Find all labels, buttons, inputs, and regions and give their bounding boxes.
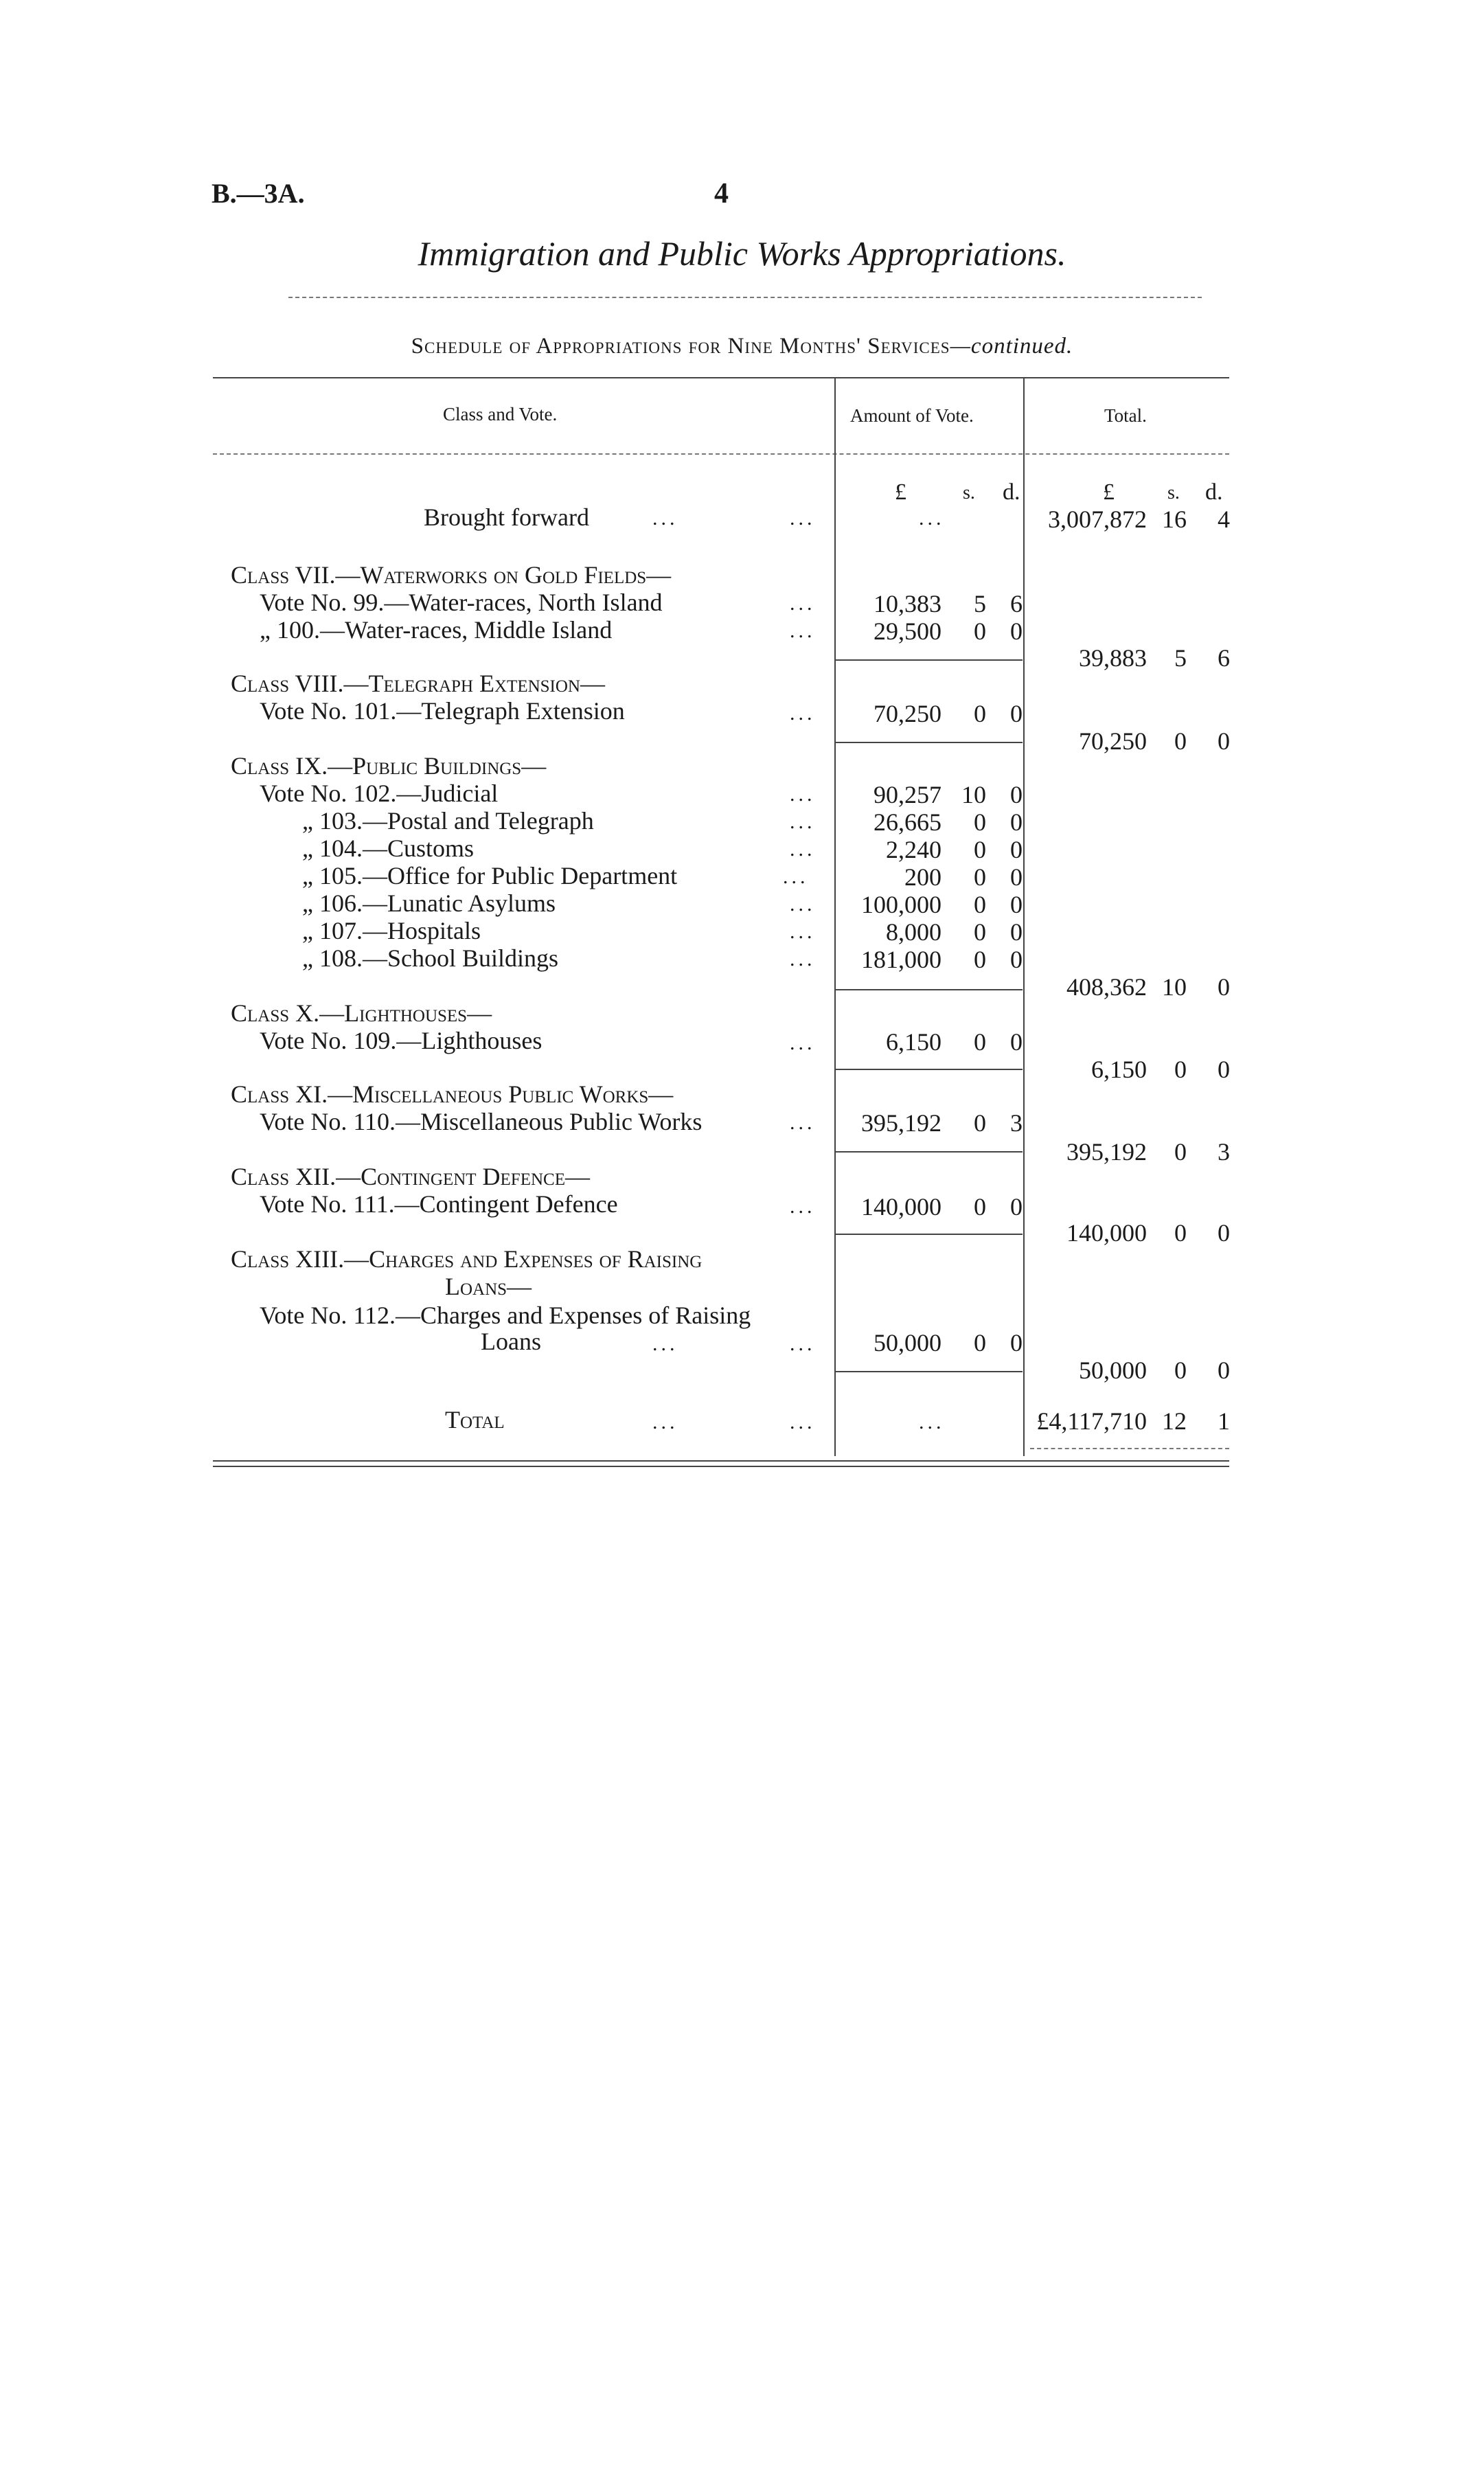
grand-total-underline [1030,1448,1229,1449]
leader-dots: ... [790,1332,816,1355]
vote-amount-shillings: 0 [974,700,986,727]
vote-amount-pounds: 29,500 [874,617,941,645]
table-bottom-rule-double [213,1466,1229,1467]
grand-total-amount: ... [919,1411,945,1433]
vote-amount-pence: 0 [1010,1193,1023,1221]
vote-amount-pence: 0 [1010,1028,1023,1056]
leader-dots: ... [652,1411,678,1433]
vote-amount-shillings: 5 [974,590,986,617]
amount-pence-header: d. [1003,479,1020,505]
leader-dots: ... [652,1332,678,1355]
leader-dots: ... [790,507,816,530]
vote-amount-shillings: 0 [974,863,986,891]
vote-label: Vote No. 101.—Telegraph Extension [260,697,625,725]
title-rule [288,297,1202,298]
vote-amount-shillings: 0 [974,1329,986,1357]
vote-amount-shillings: 0 [974,918,986,946]
vote-amount-shillings: 0 [974,946,986,973]
vote-amount-shillings: 0 [974,808,986,836]
vote-amount-pence: 6 [1010,590,1023,617]
leader-dots: ... [790,592,816,615]
vote-amount-shillings: 0 [974,891,986,918]
page-title: Immigration and Public Works Appropriations. [418,234,1066,273]
class-total-shillings: 0 [1174,1138,1187,1166]
brought-forward-total-pounds: 3,007,872 [1048,506,1147,533]
leader-dots: ... [790,1411,816,1433]
vote-amount-pounds: 70,250 [874,700,941,727]
class-total-pounds: 50,000 [1079,1357,1147,1384]
class-heading: Class IX.—Public Buildings— [231,752,547,780]
class-total-shillings: 5 [1174,644,1187,672]
schedule-heading [0,334,1484,359]
brought-forward-total-shillings: 16 [1162,506,1187,533]
vote-amount-pence: 0 [1010,946,1023,973]
total-pound-header: £ [1103,479,1115,505]
vote-amount-pence: 0 [1010,700,1023,727]
vote-amount-pence: 0 [1010,918,1023,946]
vote-amount-shillings: 0 [974,1109,986,1137]
vote-label: „ 107.—Hospitals [302,917,481,944]
leader-dots: ... [783,865,809,888]
vote-amount-pence: 0 [1010,1329,1023,1357]
column-header-class-vote: Class and Vote. [443,404,558,424]
class-heading-continued: Loans— [445,1273,532,1300]
class-total-pence: 0 [1218,973,1230,1001]
total-shilling-header: s. [1167,482,1180,503]
vote-amount-pounds: 50,000 [874,1329,941,1357]
header-rule [213,453,1229,455]
vote-amount-pounds: 6,150 [886,1028,941,1056]
leader-dots: ... [790,893,816,916]
leader-dots: ... [790,838,816,861]
class-total-shillings: 0 [1174,1056,1187,1083]
subtotal-rule [836,1069,1023,1070]
leader-dots: ... [790,948,816,971]
vote-amount-shillings: 0 [974,836,986,863]
class-total-pounds: 140,000 [1066,1219,1147,1247]
class-total-pence: 0 [1218,1357,1230,1384]
amount-column-right-rule [1023,378,1025,1456]
brought-forward-total-pence: 4 [1218,506,1230,533]
amount-pound-header: £ [895,479,906,505]
leader-dots: ... [790,810,816,833]
vote-label: „ 108.—School Buildings [302,944,559,972]
vote-amount-pence: 0 [1010,836,1023,863]
vote-label: „ 104.—Customs [302,835,475,862]
class-heading: Class VII.—Waterworks on Gold Fields— [231,561,672,589]
table-bottom-rule [213,1460,1229,1462]
class-total-pence: 0 [1218,727,1230,755]
leader-dots: ... [652,507,678,530]
subtotal-rule [836,1151,1023,1153]
vote-label: Vote No. 102.—Judicial [260,780,499,807]
vote-amount-pounds: 8,000 [886,918,941,946]
class-total-pounds: 70,250 [1079,727,1147,755]
vote-amount-pence: 0 [1010,808,1023,836]
class-total-shillings: 0 [1174,1357,1187,1384]
vote-label: Vote No. 110.—Miscellaneous Public Works [260,1108,703,1135]
schedule-heading-main: Schedule of Appropriations for Nine Months' Services [411,334,950,359]
vote-amount-shillings: 0 [974,1028,986,1056]
class-heading: Class XI.—Miscellaneous Public Works— [231,1080,674,1108]
vote-amount-pounds: 100,000 [861,891,941,918]
class-total-pence: 6 [1218,644,1230,672]
leader-dots: ... [790,1195,816,1218]
leader-dots: ... [790,620,816,642]
vote-amount-pounds: 140,000 [861,1193,941,1221]
subtotal-rule [836,742,1023,743]
page-number: 4 [714,178,729,209]
leader-dots: ... [790,702,816,725]
class-total-pounds: 408,362 [1066,973,1147,1001]
vote-label: Vote No. 109.—Lighthouses [260,1027,543,1054]
vote-amount-pence: 0 [1010,863,1023,891]
vote-amount-shillings: 0 [974,1193,986,1221]
vote-amount-pounds: 26,665 [874,808,941,836]
vote-amount-pounds: 395,192 [861,1109,941,1137]
column-header-amount: Amount of Vote. [850,405,974,426]
vote-amount-pence: 3 [1010,1109,1023,1137]
class-total-pence: 3 [1218,1138,1230,1166]
class-heading: Class XII.—Contingent Defence— [231,1163,590,1190]
vote-amount-pence: 0 [1010,617,1023,645]
class-total-pounds: 395,192 [1066,1138,1147,1166]
document-reference: B.—3A. [212,178,305,209]
class-heading: Class XIII.—Charges and Expenses of Raising [231,1245,703,1273]
class-heading: Class X.—Lighthouses— [231,999,492,1027]
amount-column-left-rule [834,378,836,1456]
vote-amount-shillings: 0 [974,617,986,645]
class-total-pence: 0 [1218,1056,1230,1083]
class-total-pounds: 39,883 [1079,644,1147,672]
class-total-shillings: 10 [1162,973,1187,1001]
vote-amount-pence: 0 [1010,781,1023,808]
brought-forward-amount: ... [919,507,945,530]
class-total-shillings: 0 [1174,1219,1187,1247]
vote-label: Vote No. 112.—Charges and Expenses of Raising [260,1302,751,1329]
vote-amount-pounds: 10,383 [874,590,941,617]
grand-total-label: Total [445,1406,505,1433]
vote-amount-pounds: 200 [904,863,941,891]
vote-amount-pounds: 90,257 [874,781,941,808]
grand-total-pence: 1 [1218,1407,1230,1435]
vote-label: „ 106.—Lunatic Asylums [302,889,556,917]
subtotal-rule [836,989,1023,990]
class-total-pounds: 6,150 [1091,1056,1147,1083]
total-pence-header: d. [1205,479,1223,505]
table-top-rule [213,377,1229,378]
class-heading: Class VIII.—Telegraph Extension— [231,670,605,697]
vote-label: Vote No. 99.—Water-races, North Island [260,589,663,616]
leader-dots: ... [790,1111,816,1134]
leader-dots: ... [790,920,816,943]
vote-amount-pounds: 2,240 [886,836,941,863]
amount-shilling-header: s. [963,482,975,503]
schedule-heading-continued: —continued. [950,334,1073,359]
vote-label: „ 103.—Postal and Telegraph [302,807,594,835]
column-header-total: Total. [1104,405,1147,426]
vote-label-continued: Loans [481,1328,541,1355]
leader-dots: ... [790,1032,816,1054]
vote-amount-shillings: 10 [961,781,986,808]
vote-label: „ 105.—Office for Public Department [302,862,678,889]
vote-label: „ 100.—Water-races, Middle Island [260,616,613,644]
grand-total-pounds: £4,117,710 [1036,1407,1147,1435]
grand-total-shillings: 12 [1162,1407,1187,1435]
leader-dots: ... [790,783,816,806]
subtotal-rule [836,659,1023,661]
subtotal-rule [836,1371,1023,1372]
class-total-shillings: 0 [1174,727,1187,755]
vote-amount-pounds: 181,000 [861,946,941,973]
vote-label: Vote No. 111.—Contingent Defence [260,1190,618,1218]
subtotal-rule [836,1234,1023,1235]
class-total-pence: 0 [1218,1219,1230,1247]
brought-forward-label: Brought forward [424,503,589,531]
vote-amount-pence: 0 [1010,891,1023,918]
